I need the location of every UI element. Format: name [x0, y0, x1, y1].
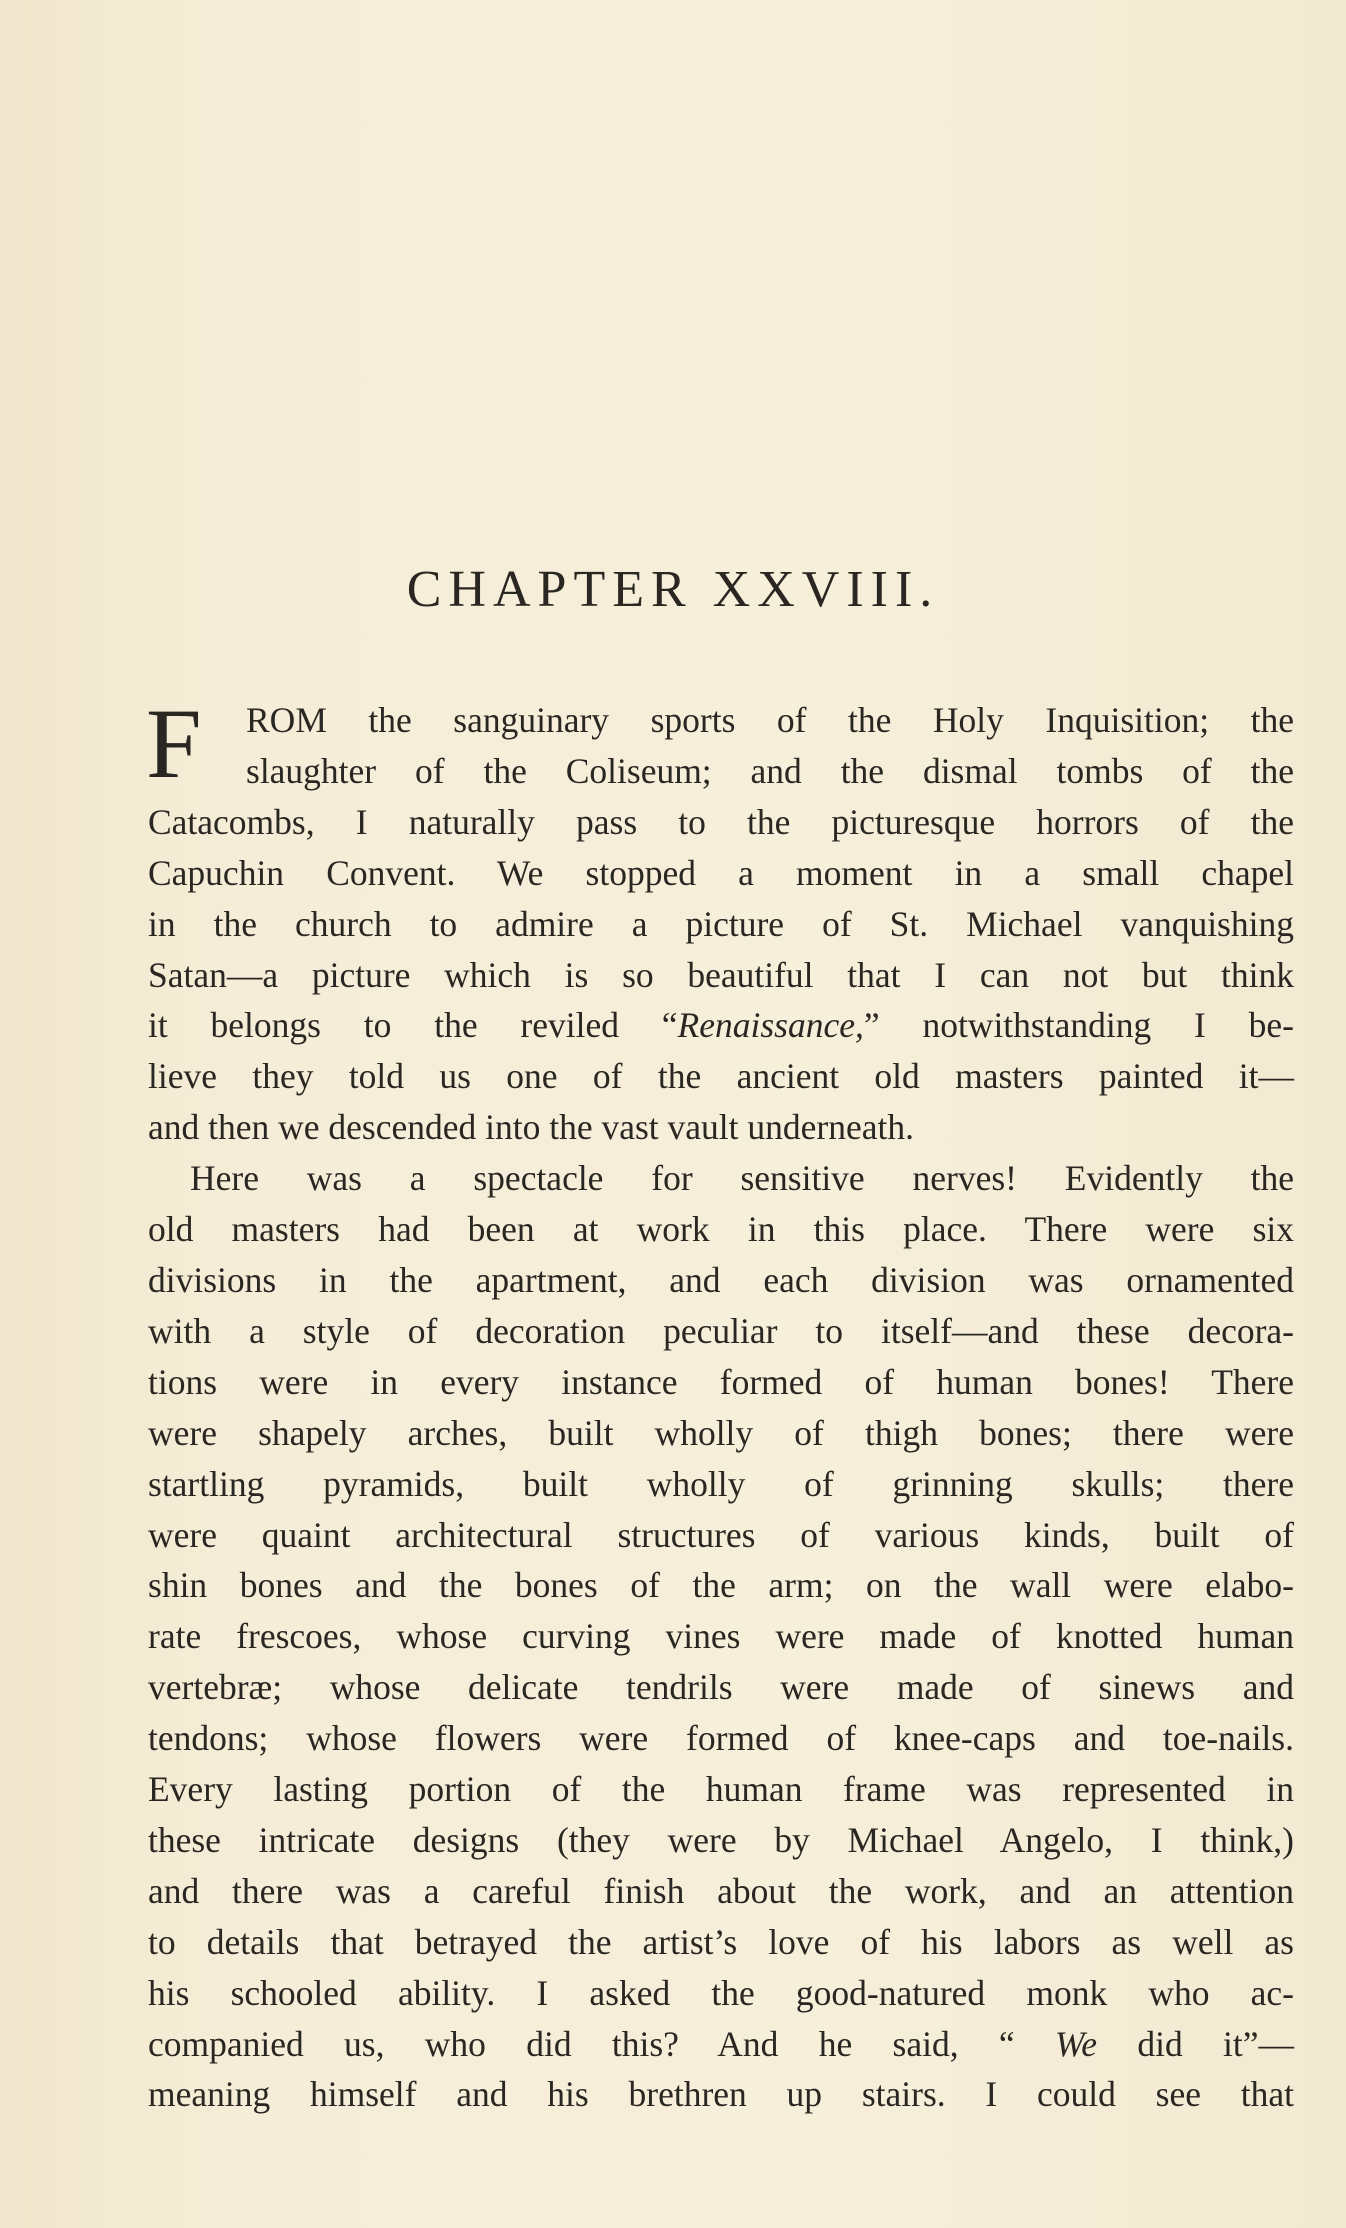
text-line: startling pyramids, built wholly of grinning skulls; there — [148, 1463, 1294, 1504]
paragraph-1 — [146, 688, 1294, 1153]
italic-we: We — [1054, 2023, 1098, 2064]
text-line: tions were in every instance formed of human bones! There — [148, 1361, 1294, 1402]
text-line: Satan—a picture which is so beautiful that I can not but think — [148, 954, 1294, 995]
text-line: and there was a careful finish about the work, and an attention — [148, 1870, 1294, 1911]
text-line: divisions in the apartment, and each division was ornamented — [148, 1259, 1294, 1300]
text-line: ROM the sanguinary sports of the Holy Inquisition; the — [246, 700, 1294, 740]
text-fragment: companied us, who did this? And he said, “ — [148, 2023, 1055, 2064]
text-line-indented — [148, 1153, 1294, 1204]
chapter-title: CHAPTER XXVIII. — [406, 561, 940, 618]
chapter-body — [146, 688, 1294, 2120]
text-line: Every lasting portion of the human frame was represented in — [148, 1769, 1294, 1810]
text-line: and then we descended into the vast vault underneath. — [148, 1107, 914, 1148]
text-line: shin bones and the bones of the arm; on the wall were elabo- — [148, 1565, 1294, 1606]
text-line: were shapely arches, built wholly of thigh bones; there were — [148, 1412, 1294, 1453]
drop-cap-block — [146, 688, 1294, 799]
text-line: vertebræ; whose delicate tendrils were made of sinews and — [148, 1667, 1294, 1708]
text-line: Catacombs, I naturally pass to the picturesque horrors of the — [148, 801, 1294, 842]
text-line: rate frescoes, whose curving vines were made of knotted human — [148, 1616, 1294, 1657]
text-line: Capuchin Convent. We stopped a moment in a small chapel — [148, 852, 1294, 893]
text-fragment: ” notwithstanding I be- — [863, 1005, 1294, 1046]
text-line: lieve they told us one of the ancient old masters painted it— — [148, 1056, 1294, 1097]
text-line: his schooled ability. I asked the good-natured monk who ac- — [148, 1972, 1294, 2013]
text-line: tendons; whose flowers were formed of knee-caps and toe-nails. — [148, 1718, 1294, 1759]
text-line: with a style of decoration peculiar to itself—and these decora- — [148, 1310, 1294, 1351]
text-fragment: did it”— — [1097, 2023, 1294, 2064]
text-line: old masters had been at work in this place. There were six — [148, 1209, 1294, 1250]
text-line: these intricate designs (they were by Michael Angelo, I think,) — [148, 1819, 1294, 1860]
text-fragment: Here was a spectacle for sensitive nerves! Evidently the — [190, 1158, 1294, 1199]
text-line-renaissance — [148, 1000, 1294, 1051]
text-line: were quaint architectural structures of various kinds, built of — [148, 1514, 1294, 1555]
text-line: in the church to admire a picture of St. Michael vanquishing — [148, 903, 1294, 944]
text-line: meaning himself and his brethren up stairs. I could see that — [148, 2074, 1294, 2115]
text-line: to details that betrayed the artist’s love of his labors as well as — [148, 1921, 1294, 1962]
drop-cap: F — [146, 688, 202, 799]
text-line-we-did-it — [148, 2019, 1294, 2070]
text-fragment: it belongs to the reviled “ — [148, 1005, 678, 1046]
paragraph-2 — [148, 1153, 1294, 2120]
text-line: slaughter of the Coliseum; and the dismal tombs of the — [246, 750, 1294, 791]
italic-renaissance: Renaissance, — [677, 1005, 864, 1046]
